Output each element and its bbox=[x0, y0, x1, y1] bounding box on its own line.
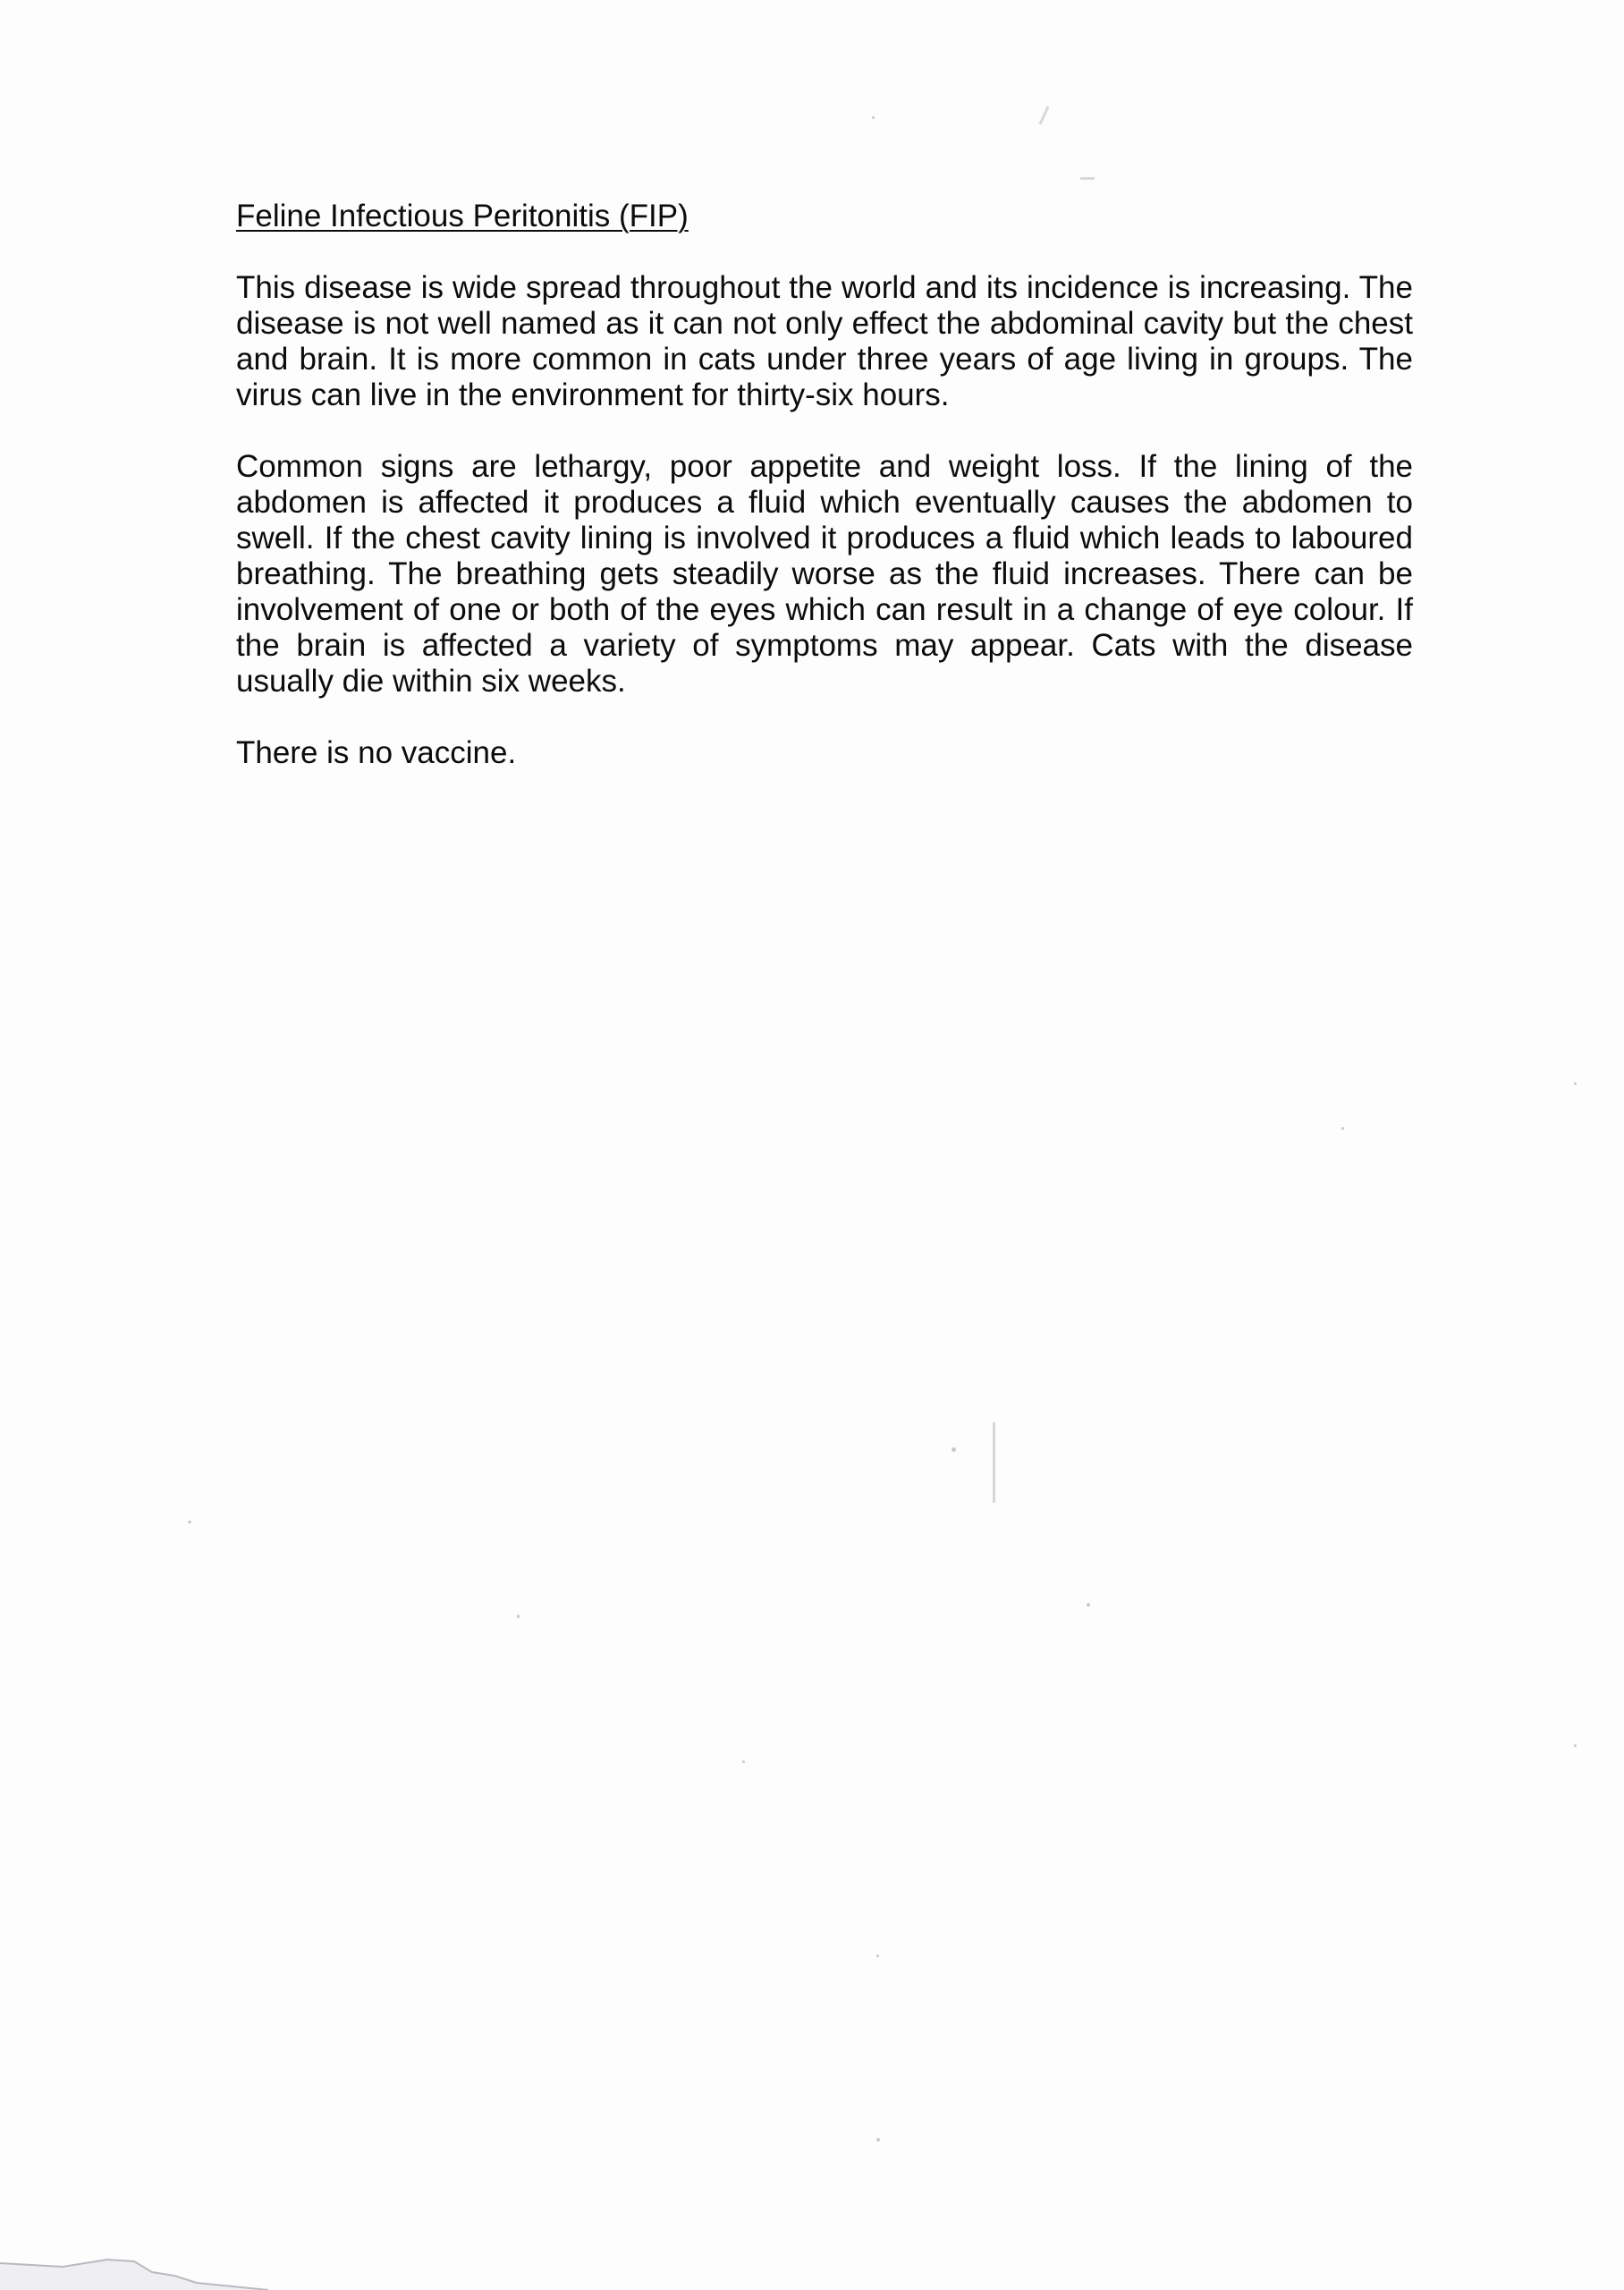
paper-mark bbox=[1038, 106, 1049, 124]
paragraph-vaccine: There is no vaccine. bbox=[236, 735, 517, 770]
paragraph-overview: This disease is wide spread throughout the world and its incidence is increasing. The disease is not well named as it can not only effect the abdominal cavity but the chest and brain. It is more common in cats under three years of age living in groups. The virus can live in the environment for thirty-six hours. bbox=[236, 270, 1413, 412]
paper-speck bbox=[1574, 1082, 1577, 1085]
document-body bbox=[236, 199, 1413, 807]
paper-speck bbox=[517, 1615, 520, 1618]
paper-speck bbox=[952, 1447, 956, 1452]
torn-corner bbox=[0, 2236, 268, 2290]
paper-speck bbox=[876, 2138, 880, 2142]
paper-mark bbox=[993, 1422, 995, 1503]
paper-speck bbox=[742, 1760, 745, 1763]
paper-speck bbox=[188, 1521, 191, 1523]
paper-speck bbox=[872, 116, 875, 119]
paper-speck bbox=[1087, 1603, 1090, 1607]
paper-mark bbox=[1080, 177, 1095, 180]
paper-speck bbox=[1341, 1127, 1344, 1130]
paper-speck bbox=[876, 1955, 879, 1957]
paper-speck bbox=[1574, 1744, 1577, 1747]
document-title: Feline Infectious Peritonitis (FIP) bbox=[236, 199, 689, 233]
paragraph-symptoms: Common signs are lethargy, poor appetite and weight loss. If the lining of the abdomen is affected it produces a fluid which eventually causes the abdomen to swell. If the chest cavity lining is involved it produces a fluid which leads to laboured breathing. The breathing gets steadily worse as the fluid increases. There can be involvement of one or both of the eyes which can result in a change of eye colour. If the brain is affected a variety of symptoms may appear. Cats with the disease usually die within six weeks. bbox=[236, 449, 1413, 699]
